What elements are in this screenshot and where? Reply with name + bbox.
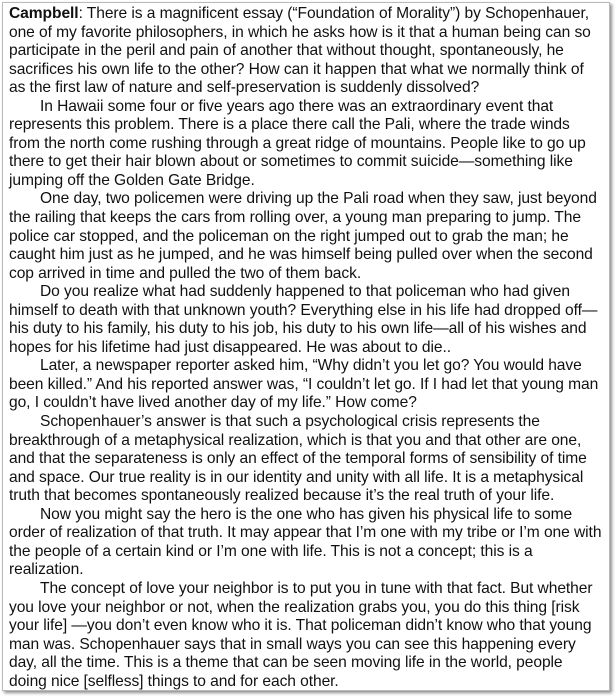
paragraph-8: The concept of love your neighbor is to put you in tune with that fact. But whether you love your neighbor or not, when the realization grabs you, you do this thing [risk your life] —you don’t even know who it is. That policeman didn’t know who that young man was. Schopenhauer says that in small ways you can see this happening every day, all the time. This is a theme that can be seen moving life in the world, people doing nice [selfless] things to and for each other. bbox=[9, 579, 593, 690]
paragraph-6: Schopenhauer’s answer is that such a psychological crisis represents the breakthrough of a metaphysical realization, which is that you and that other are one, and that the separateness is only an effect of the temporal forms of sensibility of time and space. Our true reality is in our identity and unity with all life. It is a metaphysical truth that becomes spontaneously realized because it’s the real truth of your life. bbox=[9, 413, 587, 505]
document-body bbox=[9, 5, 604, 691]
paragraph-4: Do you realize what had suddenly happened to that policeman who had given himself to death with that unknown youth? Everything else in his life had dropped off—his duty to his family, his duty to his job, his duty to his own life—all of his wishes and hopes for his lifetime had just disappeared. He was about to die.. bbox=[9, 283, 598, 356]
paragraph-1-text: : There is a magnificent essay (“Foundation of Morality”) by Schopenhauer, one of my favorite philosophers, in which he asks how is it that a human being can so participate in the peril and pain of another that without thought, spontaneously, he sacrifices his own life to the other? How can it happen that what we normally think of as the first law of nature and self-preservation is suddenly dissolved? bbox=[9, 5, 591, 97]
speaker-name: Campbell bbox=[9, 5, 79, 22]
paragraph-7: Now you might say the hero is the one who has given his physical life to some order of realization of that truth. It may appear that I’m one with my tribe or I’m one with the people of a certain kind or I’m one with life. This is not a concept; this is a realization. bbox=[9, 505, 602, 579]
document-page bbox=[2, 2, 610, 691]
paragraph-2: In Hawaii some four or five years ago there was an extraordinary event that represents this problem. There is a place there call the Pali, where the trade winds from the north come rushing through a great ridge of mountains. People like to go up there to get their hair blown about or sometimes to commit suicide—something like jumping off the Golden Gate Bridge. bbox=[9, 97, 586, 189]
paragraph-1 bbox=[9, 5, 604, 98]
paragraph-3: One day, two policemen were driving up the Pali road when they saw, just beyond the railing that keeps the cars from rolling over, a young man preparing to jump. The police car stopped, and the policeman on the right jumped out to grab the man; he caught him just as he jumped, and he was himself being pulled over when the second cop arrived in time and pulled the two of them back. bbox=[9, 190, 597, 282]
paragraph-5: Later, a newspaper reporter asked him, “Why didn’t you let go? You would have been killed.” And his reported answer was, “I couldn’t let go. If I had let that young man go, I couldn’t have lived another day of my life.” How come? bbox=[9, 357, 599, 412]
